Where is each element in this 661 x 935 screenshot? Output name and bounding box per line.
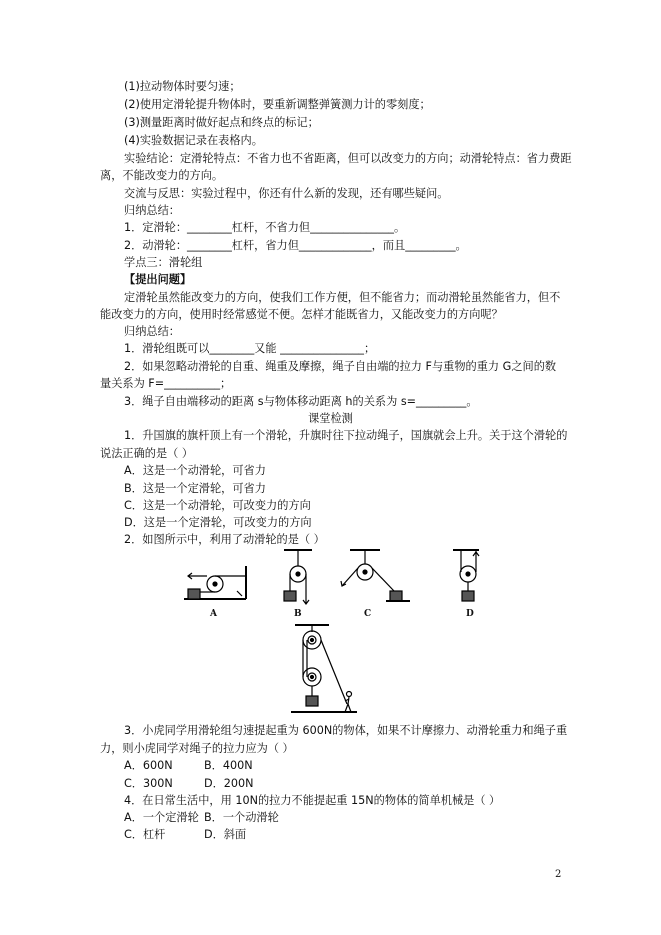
summary-block-2: 2．如果忽略动滑轮的自重、绳重及摩擦，绳子自由端的拉力 F与重物的重力 G之间的数: [124, 360, 557, 373]
question-2: 2．如图所示中，利用了动滑轮的是（ ）: [124, 533, 325, 546]
figure-b: [284, 550, 312, 604]
figure-c: [341, 550, 410, 601]
q4-option-b: B．一个动滑轮: [204, 811, 279, 824]
step-3: (3)测量距离时做好起点和终点的标记；: [124, 116, 319, 129]
figure-label-c: C: [364, 609, 372, 619]
raise-question-heading: 【提出问题】: [124, 273, 192, 286]
pulley-block-figure: [285, 622, 365, 722]
step-4: (4)实验数据记录在表格内。: [124, 134, 263, 147]
section-pulley-block: 学点三：滑轮组: [124, 256, 203, 269]
page-number: 2: [555, 869, 562, 880]
q1-option-a: A．这是一个动滑轮，可省力: [124, 464, 266, 477]
class-test-heading: 课堂检测: [308, 412, 353, 425]
step-2: (2)使用定滑轮提升物体时，要重新调整弹簧测力计的零刻度；: [124, 98, 431, 111]
question-1: 1．升国旗的旗杆顶上有一个滑轮，升旗时往下拉动绳子，国旗就会上升。关于这个滑轮的: [124, 429, 568, 442]
q4-option-a: A．一个定滑轮: [124, 811, 199, 824]
pulley-figures: [170, 546, 500, 624]
q1-option-c: C．这是一个动滑轮，可改变力的方向: [124, 499, 311, 512]
summary-fixed-pulley: 1．定滑轮：________杠杆，不省力但_______________。: [124, 221, 406, 234]
figure-label-b: B: [294, 609, 302, 619]
step-1: (1)拉动物体时要匀速；: [124, 80, 241, 93]
question-3-cont: 力，则小虎同学对绳子的拉力应为（ ）: [100, 742, 294, 755]
q3-option-b: B．400N: [204, 759, 253, 772]
q3-option-c: C．300N: [124, 777, 173, 790]
summary-block-3: 3．绳子自由端移动的距离 s与物体移动距离 h的关系为 s=_________。: [124, 395, 478, 408]
figure-label-a: A: [210, 609, 217, 619]
q1-option-d: D．这是一个定滑轮，可改变力的方向: [124, 516, 312, 529]
summary-heading-2: 归纳总结：: [124, 325, 180, 338]
reflection: 交流与反思：实验过程中，你还有什么新的发现，还有哪些疑问。: [124, 187, 449, 200]
question-paragraph-cont: 能改变力的方向，使用时经常感觉不便。怎样才能既省力，又能改变力的方向呢？: [100, 308, 503, 321]
question-1-cont: 说法正确的是（ ）: [100, 447, 194, 460]
experiment-conclusion: 实验结论：定滑轮特点：不省力也不省距离，但可以改变力的方向；动滑轮特点：省力费距: [124, 152, 572, 165]
summary-block-1: 1．滑轮组既可以________又能 _______________；: [124, 342, 376, 355]
q4-option-d: D．斜面: [204, 828, 247, 841]
q1-option-b: B．这是一个定滑轮，可省力: [124, 482, 266, 495]
q4-option-c: C．杠杆: [124, 828, 166, 841]
summary-movable-pulley: 2．动滑轮：________杠杆，省力但_____________，而且_________。: [124, 239, 467, 252]
figure-a: [184, 566, 246, 599]
q3-option-d: D．200N: [204, 777, 254, 790]
question-paragraph: 定滑轮虽然能改变力的方向，使我们工作方便，但不能省力；而动滑轮虽然能省力，但不: [124, 291, 561, 304]
experiment-conclusion-cont: 离，不能改变力的方向。: [100, 169, 224, 182]
question-3: 3．小虎同学用滑轮组匀速提起重为 600N的物体，如果不计摩擦力、动滑轮重力和绳子重: [124, 724, 568, 737]
figure-d: [453, 550, 479, 601]
figure-label-d: D: [466, 609, 474, 619]
q3-option-a: A．600N: [124, 759, 173, 772]
summary-heading-1: 归纳总结：: [124, 204, 180, 217]
question-4: 4．在日常生活中，用 10N的拉力不能提起重 15N的物体的简单机械是（ ）: [124, 794, 501, 807]
summary-block-2-cont: 量关系为 F=__________；: [100, 377, 232, 390]
